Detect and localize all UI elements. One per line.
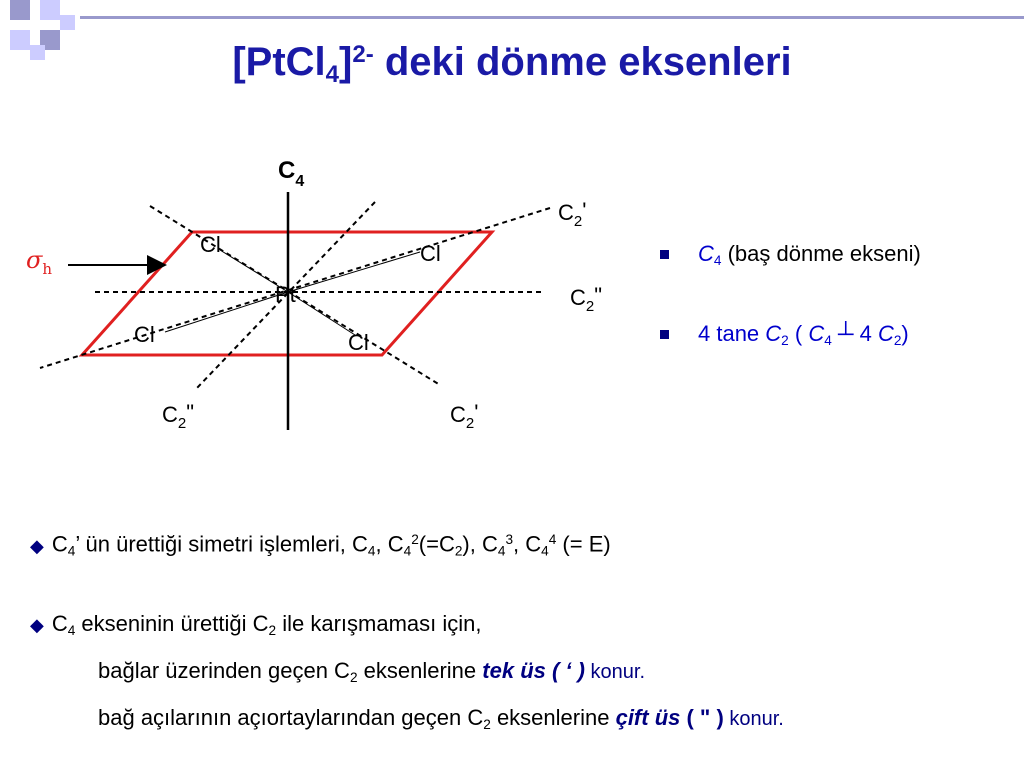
c4-label: $C_4$ — [278, 157, 305, 190]
diamond-bullet-icon: ◆ — [30, 614, 44, 635]
distinction-line-2: bağlar üzerinden geçen $C_2$ eksenlerine tek üs ( ‘ ) konur. — [98, 657, 646, 685]
symmetry-operations-line: ◆ $C_4$’ ün ürettiği simetri işlemleri, $C_4$, $C_4^2(=C_2)$, $C_4^3$, $C_4^4$ (= E) — [30, 531, 611, 559]
bullet-c4-principal: $C_4$ (baş dönme ekseni) — [660, 238, 921, 280]
explanation-text — [30, 520, 784, 745]
cl-atom-label: Cl — [200, 232, 221, 257]
c2-double-prime-label-bottom: $C_2$" — [162, 400, 195, 432]
cl-atom-label: Cl — [348, 330, 369, 355]
square-bullet-icon — [660, 330, 669, 339]
pt-atom-label: Pt — [275, 282, 296, 307]
c2-prime-label-top: $C_2'$ — [558, 198, 587, 230]
ptcl4-rotation-axes-diagram — [20, 140, 620, 450]
sigma-h-label: $\sigma_h$ — [26, 246, 53, 278]
cl-atom-label: Cl — [420, 241, 441, 266]
cl-atom-label: Cl — [134, 322, 155, 347]
page-title: [PtCl$_4$]$^{2-}$ deki dönme eksenleri — [232, 40, 792, 89]
bond — [288, 292, 355, 335]
distinction-line-1: ◆ $C_4$ ekseninin ürettiği $C_2$ ile karışmaması için, — [30, 610, 482, 638]
header-rule — [80, 16, 1024, 19]
diamond-bullet-icon: ◆ — [30, 535, 44, 556]
bullet-c2-count: 4 tane $C_2$ ( $C_4$ ┴ 4 $C_2$) — [660, 318, 921, 360]
distinction-line-3: bağ açılarının açıortaylarından geçen $C_2$ eksenlerine çift üs ( " ) konur. — [98, 704, 784, 732]
bond — [288, 252, 420, 292]
c2-prime-label-bottom: $C_2'$ — [450, 400, 479, 432]
c2-double-prime-label-right: $C_2$" — [570, 283, 603, 315]
bond — [165, 292, 288, 332]
axis-bullets — [660, 238, 921, 398]
square-bullet-icon — [660, 250, 669, 259]
